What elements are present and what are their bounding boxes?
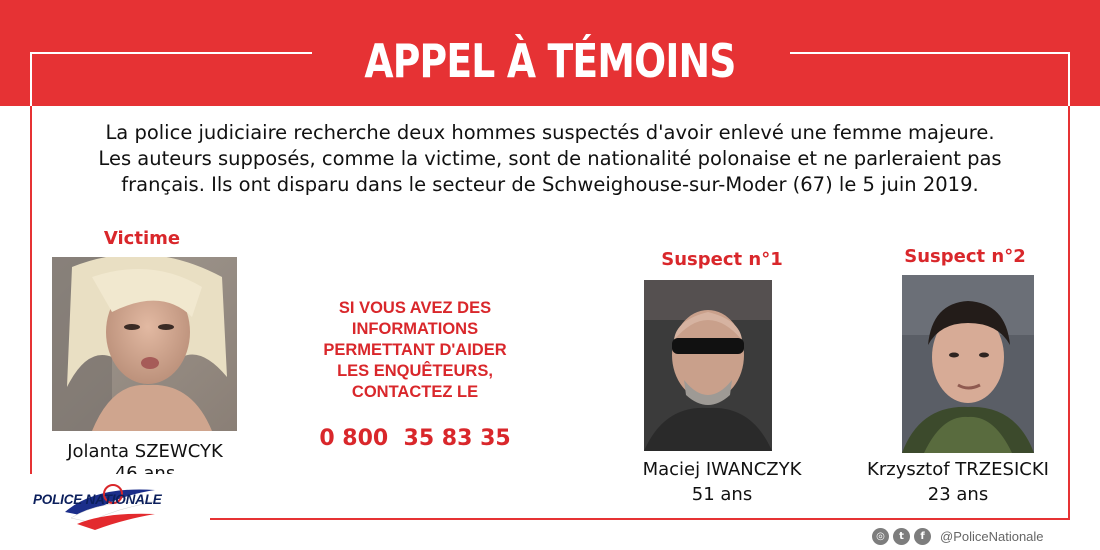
cta-line: CONTACTEZ LE (351, 383, 479, 401)
cta-line: INFORMATIONS (351, 320, 479, 338)
intro-line: français. Ils ont disparu dans le secteur de Schweighouse-sur-Moder (67) le 5 juin 2019. (121, 173, 979, 196)
frame-right-edge (1068, 52, 1070, 106)
logo-text: POLICE NATIONALE (33, 492, 162, 507)
facebook-icon[interactable]: f (914, 528, 931, 545)
phone-number: 0 800 35 83 35 (319, 426, 511, 451)
suspect1-label: Suspect n°1 (661, 249, 783, 270)
cta-line: PERMETTANT D'AIDER (323, 341, 507, 359)
victim-photo (52, 257, 237, 431)
instagram-icon[interactable]: ◎ (872, 528, 889, 545)
contact-call-to-action (290, 298, 540, 403)
intro-line: La police judiciaire recherche deux hommes suspectés d'avoir enlevé une femme majeure. (105, 121, 995, 144)
cta-line: LES ENQUÊTEURS, (337, 362, 493, 380)
victim-label: Victime (103, 228, 181, 249)
social-links (872, 524, 1044, 548)
police-nationale-logo-icon (55, 478, 165, 538)
intro-line: Les auteurs supposés, comme la victime, sont de nationalité polonaise et ne parleraient pas (98, 147, 1002, 170)
suspect2-label: Suspect n°2 (904, 246, 1026, 267)
victim-name: Jolanta SZEWCYK (67, 441, 223, 462)
suspect1-age: 51 ans (691, 484, 753, 505)
cta-line: SI VOUS AVEZ DES (338, 299, 492, 317)
frame-left-edge (30, 52, 32, 106)
social-handle[interactable]: @PoliceNationale (940, 528, 1044, 544)
frame-top-right-line (790, 52, 1070, 54)
suspect1-photo (644, 280, 772, 451)
twitter-icon[interactable]: t (893, 528, 910, 545)
suspect2-age: 23 ans (927, 484, 989, 505)
frame-top-left-line (30, 52, 312, 54)
suspect2-photo (902, 275, 1034, 453)
suspect2-name: Krzysztof TRZESICKI (867, 459, 1049, 480)
intro-text (40, 120, 1060, 198)
suspect1-name: Maciej IWANCZYK (642, 459, 802, 480)
page-title: APPEL À TÉMOINS (364, 34, 736, 88)
